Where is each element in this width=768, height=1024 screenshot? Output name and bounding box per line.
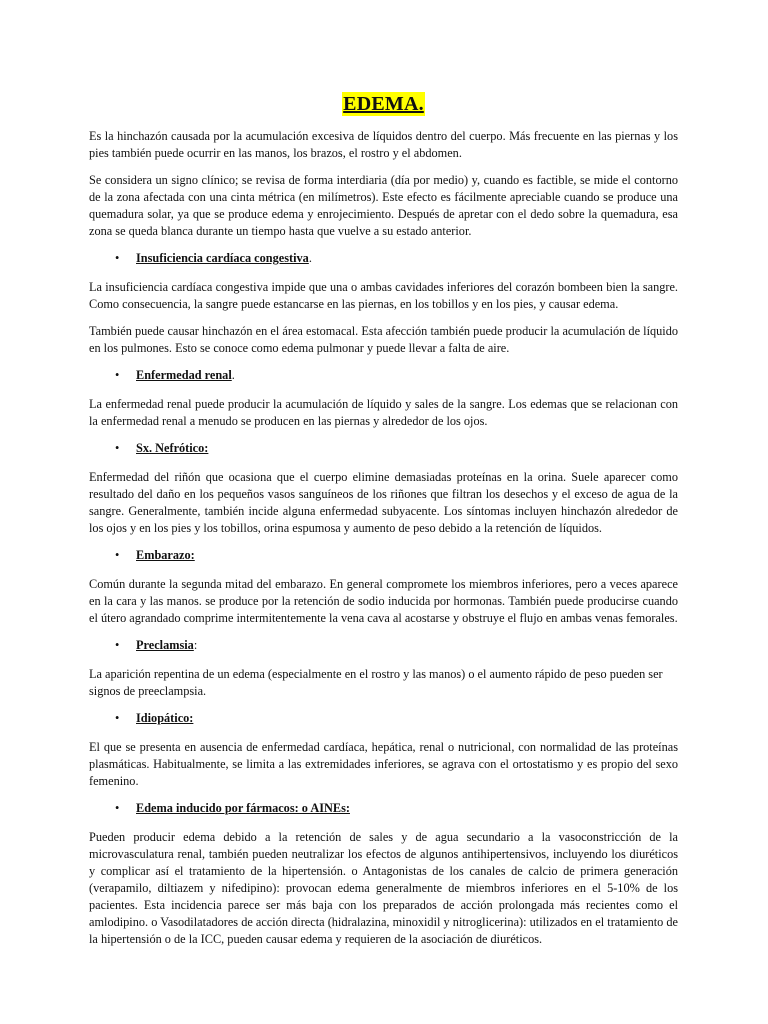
title-container — [89, 92, 678, 116]
paragraph-farmacos: Pueden producir edema debido a la retención de sales y de agua secundario a la vasoconstricción de la microvasculatura renal, también pueden neutralizar los efectos de algunos antihipertensivos, incluyendo los diuréticos y complicar así el tratamiento de la hipertensión. o Antagonistas de los canales de calcio de primera generación (verapamilo, diltiazem y nifedipino): provocan edema generalmente de miembros inferiores en el 5-10% de los pacientes. Esta incidencia parece ser más baja con los preparados de acción prolongada más recientes como el amlodipino. o Vasodilatadores de acción directa (hidralazina, minoxidil y nitroglicerina): utilizados en el tratamiento de la hipertensión o de la ICC, pueden causar edema y requieren de la asociación de diuréticos. — [89, 830, 678, 946]
heading-text: Idiopático: — [136, 711, 194, 725]
paragraph-idiopatico: El que se presenta en ausencia de enfermedad cardíaca, hepática, renal o nutricional, con normalidad de las proteínas plasmáticas. Habitualmente, se limita a las extremidades inferiores, se agrava con el ortostatismo y es propio del sexo femenino. — [89, 740, 678, 788]
paragraph-embarazo: Común durante la segunda mitad del embarazo. En general compromete los miembros inferiores, pero a veces aparece en la cara y las manos. se produce por la retención de sodio inducida por hormonas. También puede producirse cuando el útero agrandado comprime intermitentemente la vena cava al acostarse y obstruye el flujo en ambas venas femorales. — [89, 577, 678, 625]
heading-text: Preclamsia — [136, 638, 194, 652]
heading-suffix: . — [308, 251, 312, 265]
heading-text: Edema inducido por fármacos: o AINEs: — [136, 801, 350, 815]
document-page — [89, 92, 678, 958]
paragraph-intro-2: Se considera un signo clínico; se revisa de forma interdiaria (día por medio) y, cuando es factible, se mide el contorno de la zona afectada con una cinta métrica (en milímetros). Este efecto es fácilmente apreciable cuando se produce una quemadura solar, ya que se produce edema y enrojecimiento. Después de apretar con el dedo sobre la quemadura, esa zona se queda blanca durante un tiempo hasta que vuelve a su estado anterior. — [89, 173, 678, 238]
heading-embarazo — [89, 547, 678, 564]
bullet-icon: • — [115, 801, 120, 815]
paragraph-icc-1: La insuficiencia cardíaca congestiva impide que una o ambas cavidades inferiores del corazón bombeen bien la sangre. Como consecuencia, la sangre puede estancarse en las piernas, en los tobillos y en los pies, y causar edema. — [89, 280, 678, 311]
paragraph-icc-2: También puede causar hinchazón en el área estomacal. Esta afección también puede producir la acumulación de líquido en los pulmones. Esto se conoce como edema pulmonar y puede llevar a falta de aire. — [89, 324, 678, 355]
heading-text: Sx. Nefrótico: — [136, 441, 209, 455]
document-title: EDEMA. — [343, 93, 424, 115]
heading-farmacos — [89, 800, 678, 817]
heading-insuficiencia-cardiaca — [89, 250, 678, 267]
heading-suffix: : — [193, 638, 198, 652]
heading-preclamsia — [89, 637, 678, 654]
heading-text: Enfermedad renal — [136, 368, 232, 382]
heading-text: Embarazo: — [136, 548, 195, 562]
paragraph-preclamsia: La aparición repentina de un edema (especialmente en el rostro y las manos) o el aumento rápido de peso pueden ser signos de preeclampsia. — [89, 667, 663, 698]
paragraph-intro-1: Es la hinchazón causada por la acumulación excesiva de líquidos dentro del cuerpo. Más frecuente en las piernas y los pies también puede ocurrir en las manos, los brazos, el rostro y el abdomen. — [89, 129, 678, 160]
bullet-icon: • — [115, 638, 120, 652]
bullet-icon: • — [115, 711, 120, 725]
heading-idiopatico — [89, 710, 678, 727]
bullet-icon: • — [115, 441, 120, 455]
bullet-icon: • — [115, 251, 120, 265]
heading-text: Insuficiencia cardíaca congestiva — [136, 251, 309, 265]
paragraph-renal: La enfermedad renal puede producir la acumulación de líquido y sales de la sangre. Los edemas que se relacionan con la enfermedad renal a menudo se producen en las piernas y alrededor de los ojos. — [89, 397, 678, 428]
paragraph-nefrotico: Enfermedad del riñón que ocasiona que el cuerpo elimine demasiadas proteínas en la orina. Suele aparecer como resultado del daño en los pequeños vasos sanguíneos de los riñones que filtran los desechos y el exceso de agua de la sangre. Generalmente, también incide alguna enfermedad subyacente. Los síntomas incluyen hinchazón alrededor de los ojos y en los pies y los tobillos, orina espumosa y aumento de peso debido a la retención de líquidos. — [89, 470, 678, 535]
bullet-icon: • — [115, 548, 120, 562]
heading-suffix: . — [231, 368, 235, 382]
heading-enfermedad-renal — [89, 367, 678, 384]
bullet-icon: • — [115, 368, 120, 382]
heading-sx-nefrotico — [89, 440, 678, 457]
